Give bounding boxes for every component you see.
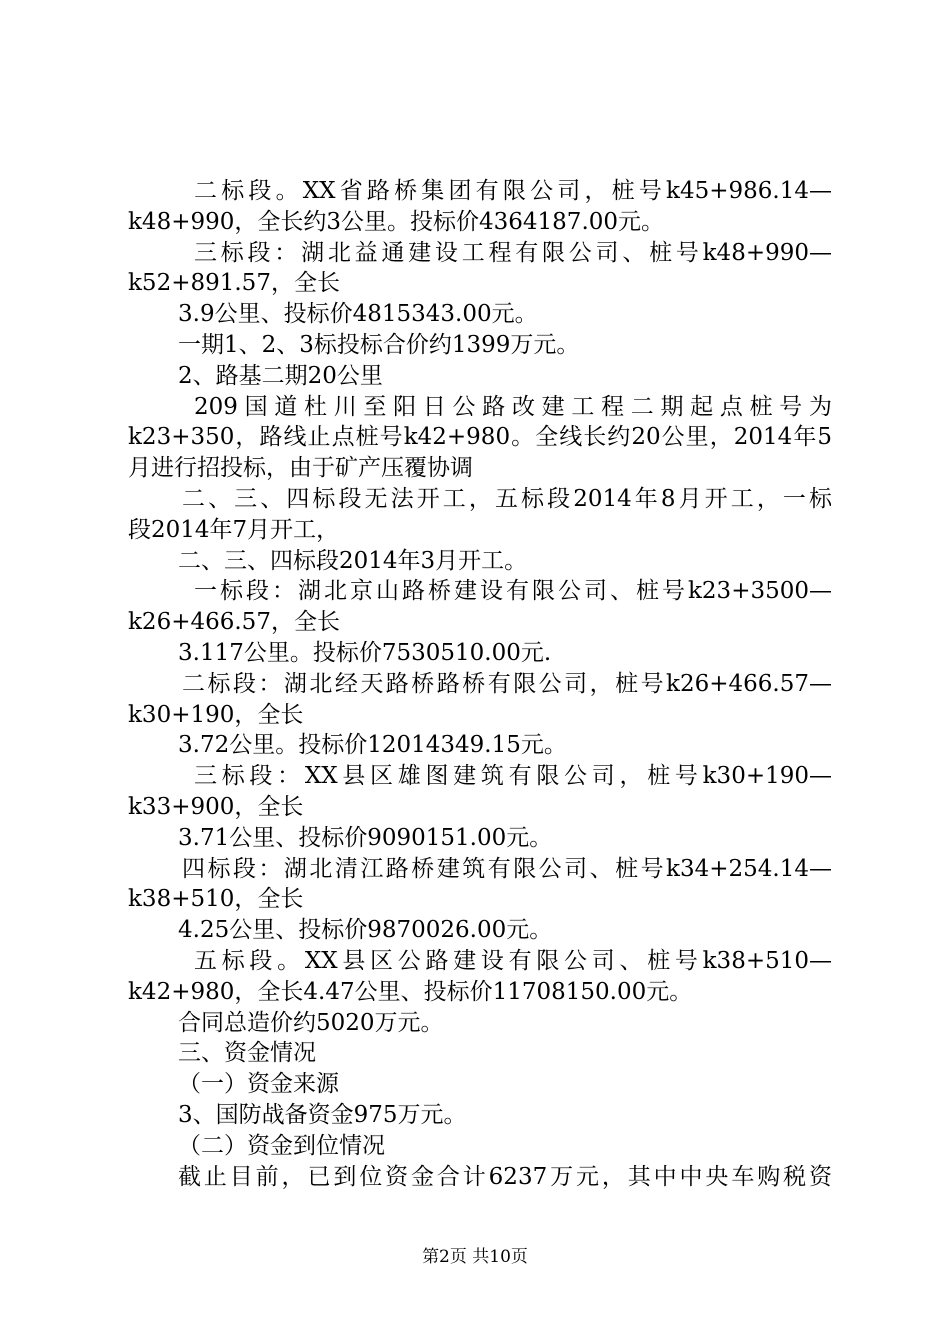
text-line: 3、国防战备资金975万元。: [178, 1101, 467, 1128]
text-line: 一期1、2、3标投标合价约1399万元。: [178, 331, 580, 358]
page-footer: 第2页 共10页: [422, 1247, 528, 1267]
text-line: 截止目前，已到位资金合计6237万元，其中中央车购税资: [178, 1163, 832, 1190]
text-line: 2、路基二期20公里: [178, 362, 383, 389]
text-line: （一）资金来源: [178, 1071, 339, 1098]
text-line: k52+891.57，全长: [128, 270, 340, 297]
text-line: 3.117公里。投标价7530510.00元.: [178, 639, 552, 666]
text-line: 合同总造价约5020万元。: [178, 1009, 444, 1036]
document-body: [128, 176, 832, 1192]
text-line: k42+980，全长4.47公里、投标价11708150.00元。: [128, 978, 693, 1005]
text-line: 段2014年7月开工，: [128, 516, 340, 543]
text-line: 209国道杜川至阳日公路改建工程二期起点桩号为: [194, 393, 832, 420]
text-line: k33+900，全长: [128, 793, 304, 820]
text-line: 三标段：XX县区雄图建筑有限公司，桩号k30+190—: [194, 763, 832, 790]
text-line: （二）资金到位情况: [178, 1132, 385, 1159]
text-line: 月进行招投标，由于矿产压覆协调: [128, 455, 473, 482]
text-line: 4.25公里、投标价9870026.00元。: [178, 917, 553, 944]
text-line: 二、三、四标段2014年3月开工。: [178, 547, 528, 574]
text-line: 三、资金情况: [178, 1040, 316, 1067]
text-line: k38+510，全长: [128, 886, 304, 913]
text-line: 四标段：湖北清江路桥建筑有限公司、桩号k34+254.14—: [182, 855, 832, 882]
text-line: 3.71公里、投标价9090151.00元。: [178, 824, 553, 851]
text-line: 一标段：湖北京山路桥建设有限公司、桩号k23+3500—: [194, 578, 832, 605]
text-line: k30+190，全长: [128, 701, 304, 728]
text-line: 二、三、四标段无法开工，五标段2014年8月开工，一标: [182, 485, 832, 512]
text-line: 三标段：湖北益通建设工程有限公司、桩号k48+990—: [194, 239, 832, 266]
text-line: k48+990，全长约3公里。投标价4364187.00元。: [128, 208, 665, 235]
text-line: 五标段。XX县区公路建设有限公司、桩号k38+510—: [194, 947, 832, 974]
text-line: 3.72公里。投标价12014349.15元。: [178, 732, 567, 759]
text-line: 二标段：湖北经天路桥路桥有限公司，桩号k26+466.57—: [182, 670, 832, 697]
text-line: 二标段。XX省路桥集团有限公司，桩号k45+986.14—: [194, 178, 832, 204]
text-line: k26+466.57，全长: [128, 609, 340, 636]
text-line: k23+350，路线止点桩号k42+980。全线长约20公里，2014年5: [128, 424, 832, 451]
text-line: 3.9公里、投标价4815343.00元。: [178, 301, 538, 328]
